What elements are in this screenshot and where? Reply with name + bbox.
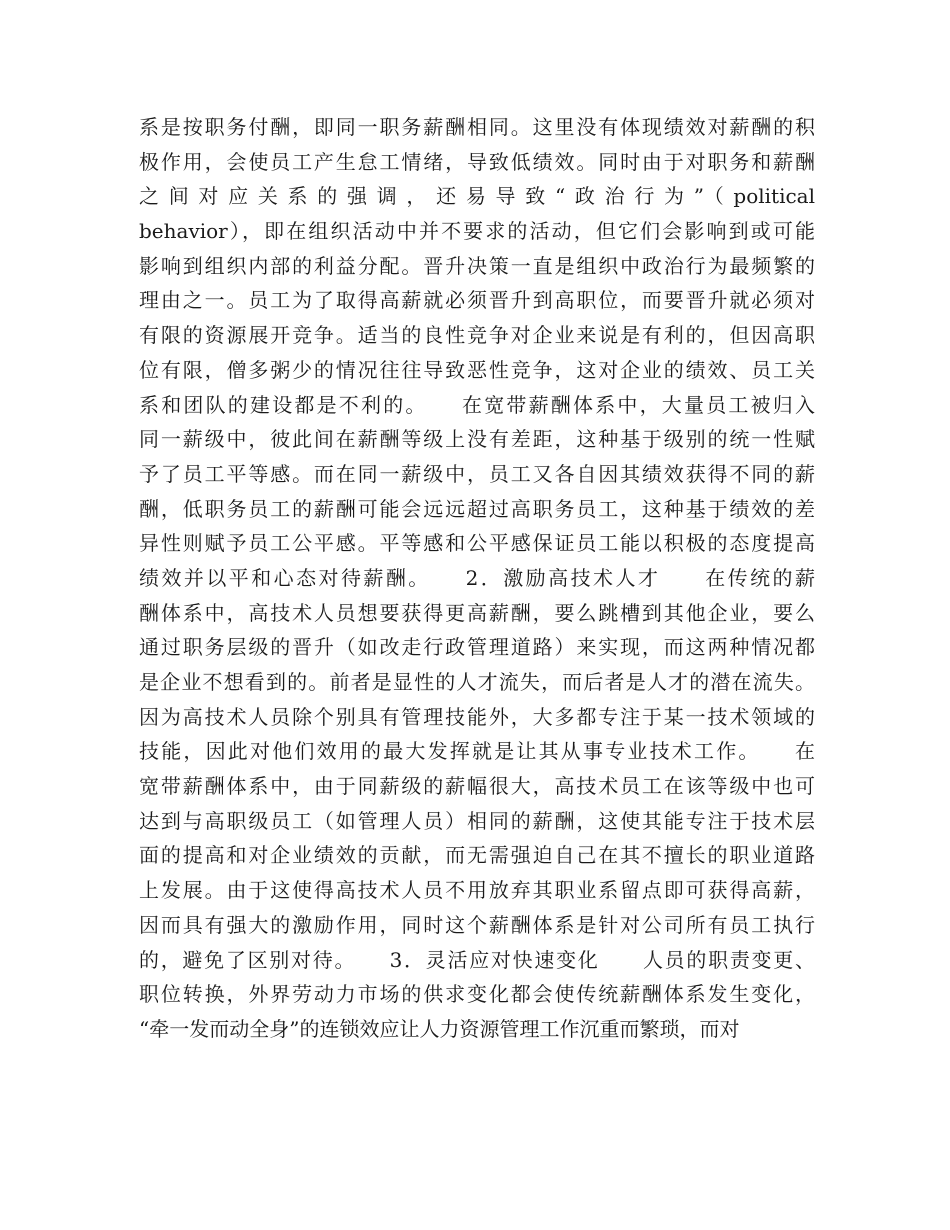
text-line: 之间对应关系的强调，还易导致“政治行为”（political	[139, 184, 815, 209]
text-line: 位有限，僧多粥少的情况往往导致恶性竞争，这对企业的绩效、员工关	[139, 357, 815, 382]
text-line: 因而具有强大的激励作用，同时这个薪酬体系是针对公司所有员工执行	[139, 912, 815, 937]
text-line: 极作用，会使员工产生怠工情绪，导致低绩效。同时由于对职务和薪酬	[139, 149, 815, 174]
text-line: 的，避免了区别对待。 3．灵活应对快速变化 人员的职责变更、	[139, 947, 815, 972]
text-line: 技能，因此对他们效用的最大发挥就是让其从事专业技术工作。 在	[139, 739, 815, 764]
text-line: 因为高技术人员除个别具有管理技能外，大多都专注于某一技术领域的	[139, 704, 815, 729]
text-line: “牵一发而动全身”的连锁效应让人力资源管理工作沉重而繁琐，而对	[139, 1016, 740, 1041]
text-line: 职位转换，外界劳动力市场的供求变化都会使传统薪酬体系发生变化，	[139, 982, 815, 1007]
text-line: 酬，低职务员工的薪酬可能会远远超过高职务员工，这种基于绩效的差	[139, 496, 815, 521]
text-line: 同一薪级中，彼此间在薪酬等级上没有差距，这种基于级别的统一性赋	[139, 427, 815, 452]
text-line: 理由之一。员工为了取得高薪就必须晋升到高职位，而要晋升就必须对	[139, 288, 815, 313]
text-line: 通过职务层级的晋升（如改走行政管理道路）来实现，而这两种情况都	[139, 635, 815, 660]
text-line: 异性则赋予员工公平感。平等感和公平感保证员工能以积极的态度提高	[139, 531, 815, 556]
text-line: 达到与高职级员工（如管理人员）相同的薪酬，这使其能专注于技术层	[139, 808, 815, 833]
text-line: 是企业不想看到的。前者是显性的人才流失，而后者是人才的潜在流失。	[139, 670, 815, 694]
text-line: 有限的资源展开竞争。适当的良性竞争对企业来说是有利的，但因高职	[139, 323, 815, 348]
text-line: 影响到组织内部的利益分配。晋升决策一直是组织中政治行为最频繁的	[139, 253, 815, 278]
text-line: 绩效并以平和心态对待薪酬。 2．激励高技术人才 在传统的薪	[139, 565, 815, 590]
text-line: 宽带薪酬体系中，由于同薪级的薪幅很大，高技术员工在该等级中也可	[139, 774, 815, 799]
text-line: behavior），即在组织活动中并不要求的活动，但它们会影响到或可能	[139, 219, 815, 244]
text-line: 予了员工平等感。而在同一薪级中，员工又各自因其绩效获得不同的薪	[139, 461, 815, 486]
text-line: 系和团队的建设都是不利的。 在宽带薪酬体系中，大量员工被归入	[139, 392, 815, 417]
text-line: 面的提高和对企业绩效的贡献，而无需强迫自己在其不擅长的职业道路	[139, 843, 815, 868]
text-line: 酬体系中，高技术人员想要获得更高薪酬，要么跳槽到其他企业，要么	[139, 600, 815, 625]
body-text	[139, 110, 815, 1047]
text-line: 系是按职务付酬，即同一职务薪酬相同。这里没有体现绩效对薪酬的积	[139, 115, 815, 139]
text-line: 上发展。由于这使得高技术人员不用放弃其职业系留点即可获得高薪，	[139, 878, 815, 903]
